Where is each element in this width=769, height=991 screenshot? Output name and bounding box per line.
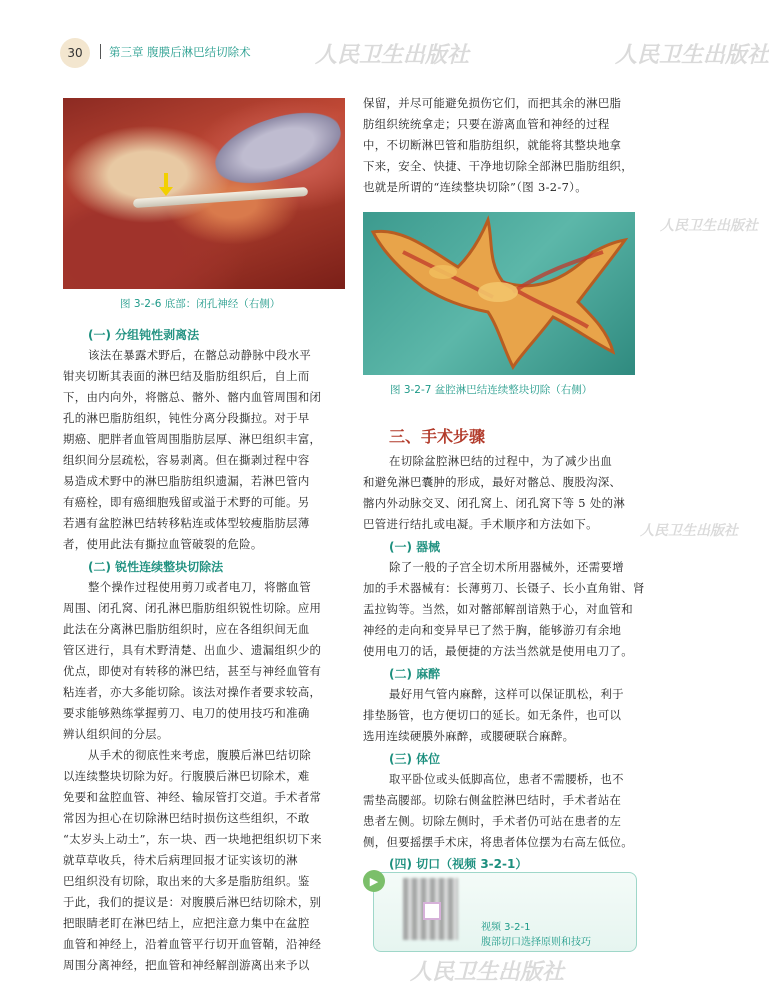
specimen-photo-lymph-nodes xyxy=(363,212,635,375)
figure-caption: 图 3-2-7 盆腔淋巴结连续整块切除（右侧） xyxy=(390,384,593,396)
video-label: 视频 3-2-1 xyxy=(481,922,531,933)
page-number: 30 xyxy=(60,38,90,68)
subheading: (一) 器械 xyxy=(389,540,441,554)
watermark: 人民卫生出版社 xyxy=(615,43,769,68)
subheading: (二) 锐性连续整块切除法 xyxy=(88,560,224,574)
section-heading: 三、手术步骤 xyxy=(389,427,486,446)
arrow-icon xyxy=(164,173,168,189)
subheading: (四) 切口（视频 3-2-1） xyxy=(389,857,528,871)
chapter-title: 第三章 腹膜后淋巴结切除术 xyxy=(109,45,251,59)
watermark: 人民卫生出版社 xyxy=(410,960,565,985)
subheading: (三) 体位 xyxy=(389,752,441,766)
subheading: (二) 麻醉 xyxy=(389,667,441,681)
watermark: 人民卫生出版社 xyxy=(640,523,738,539)
video-camera-icon: ▶ xyxy=(363,870,385,892)
watermark: 人民卫生出版社 xyxy=(315,43,470,68)
subheading: (一) 分组钝性剥离法 xyxy=(88,328,200,342)
video-description: 腹部切口选择原则和技巧 xyxy=(481,937,591,948)
surgical-photo-obturator-nerve xyxy=(63,98,345,289)
watermark: 人民卫生出版社 xyxy=(660,218,758,234)
header-divider xyxy=(100,44,101,59)
figure-caption: 图 3-2-6 底部：闭孔神经（右侧） xyxy=(120,298,281,310)
